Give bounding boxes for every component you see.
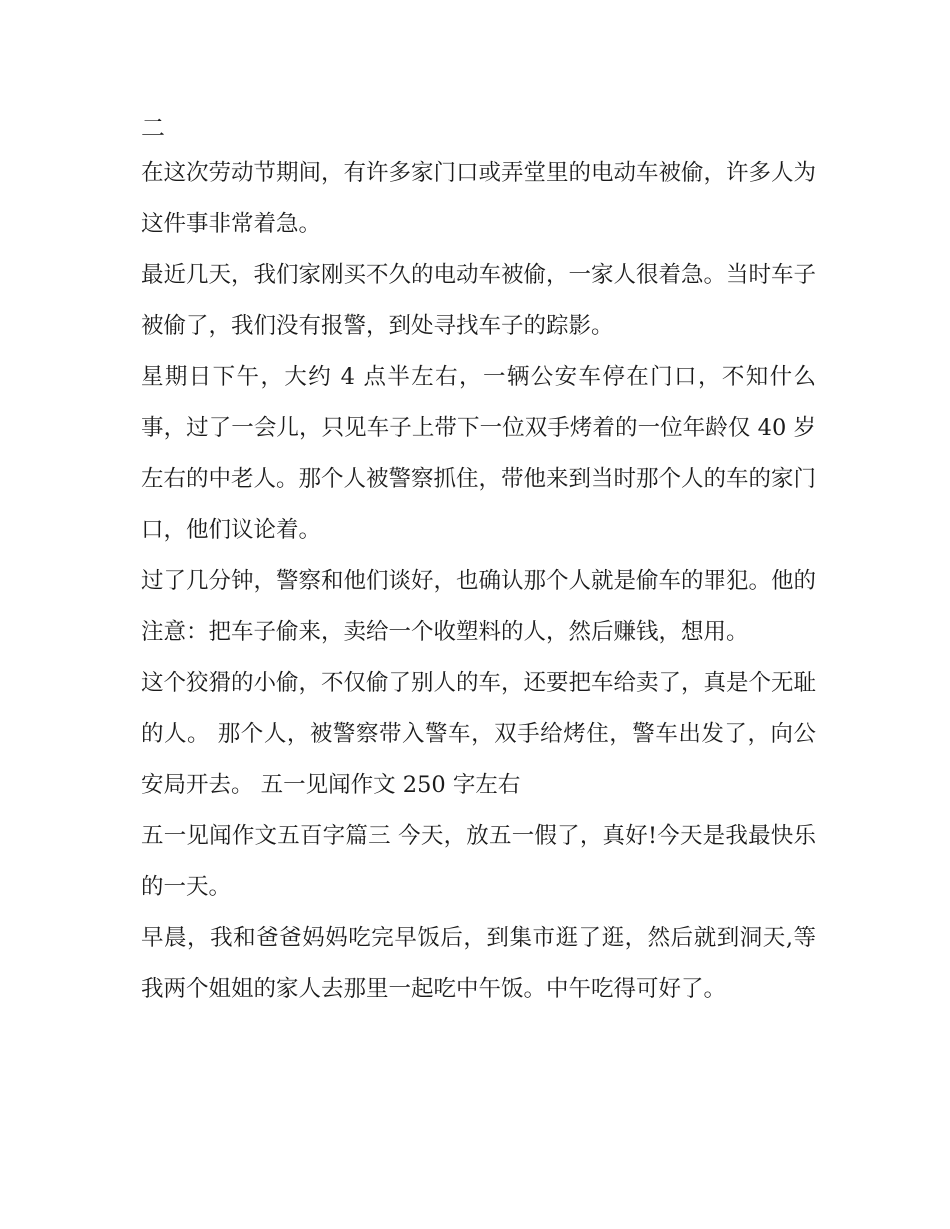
paragraph: 过了几分钟，警察和他们谈好，也确认那个人就是偷车的罪犯。他的注意：把车子偷来，卖给一个收塑料的人，然后赚钱，想用。: [141, 568, 817, 645]
paragraph: 最近几天，我们家刚买不久的电动车被偷，一家人很着急。当时车子被偷了，我们没有报警，到处寻找车子的踪影。: [141, 262, 817, 339]
paragraph: 五一见闻作文五百字篇三 今天，放五一假了，真好!今天是我最快乐的一天。: [141, 823, 816, 900]
paragraph: 早晨，我和爸爸妈妈吃完早饭后，到集市逛了逛，然后就到洞天,等我两个姐姐的家人去那里一起吃中午饭。中午吃得可好了。: [141, 925, 816, 1002]
paragraph: 星期日下午，大约 4 点半左右，一辆公安车停在门口，不知什么事，过了一会儿，只见车子上带下一位双手烤着的一位年龄仅 40 岁左右的中老人。那个人被警察抓住，带他来到当时那个人的车的家门口，他们议论着。: [141, 364, 817, 543]
paragraph: 这个狡猾的小偷，不仅偷了别人的车，还要把车给卖了，真是个无耻的人。 那个人，被警察带入警车，双手给烤住，警车出发了，向公安局开去。 五一见闻作文 250 字左右: [141, 670, 817, 798]
paragraph: 在这次劳动节期间，有许多家门口或弄堂里的电动车被偷，许多人为这件事非常着急。: [141, 160, 817, 237]
document-page: [141, 108, 816, 1015]
section-heading: 二: [141, 114, 165, 142]
